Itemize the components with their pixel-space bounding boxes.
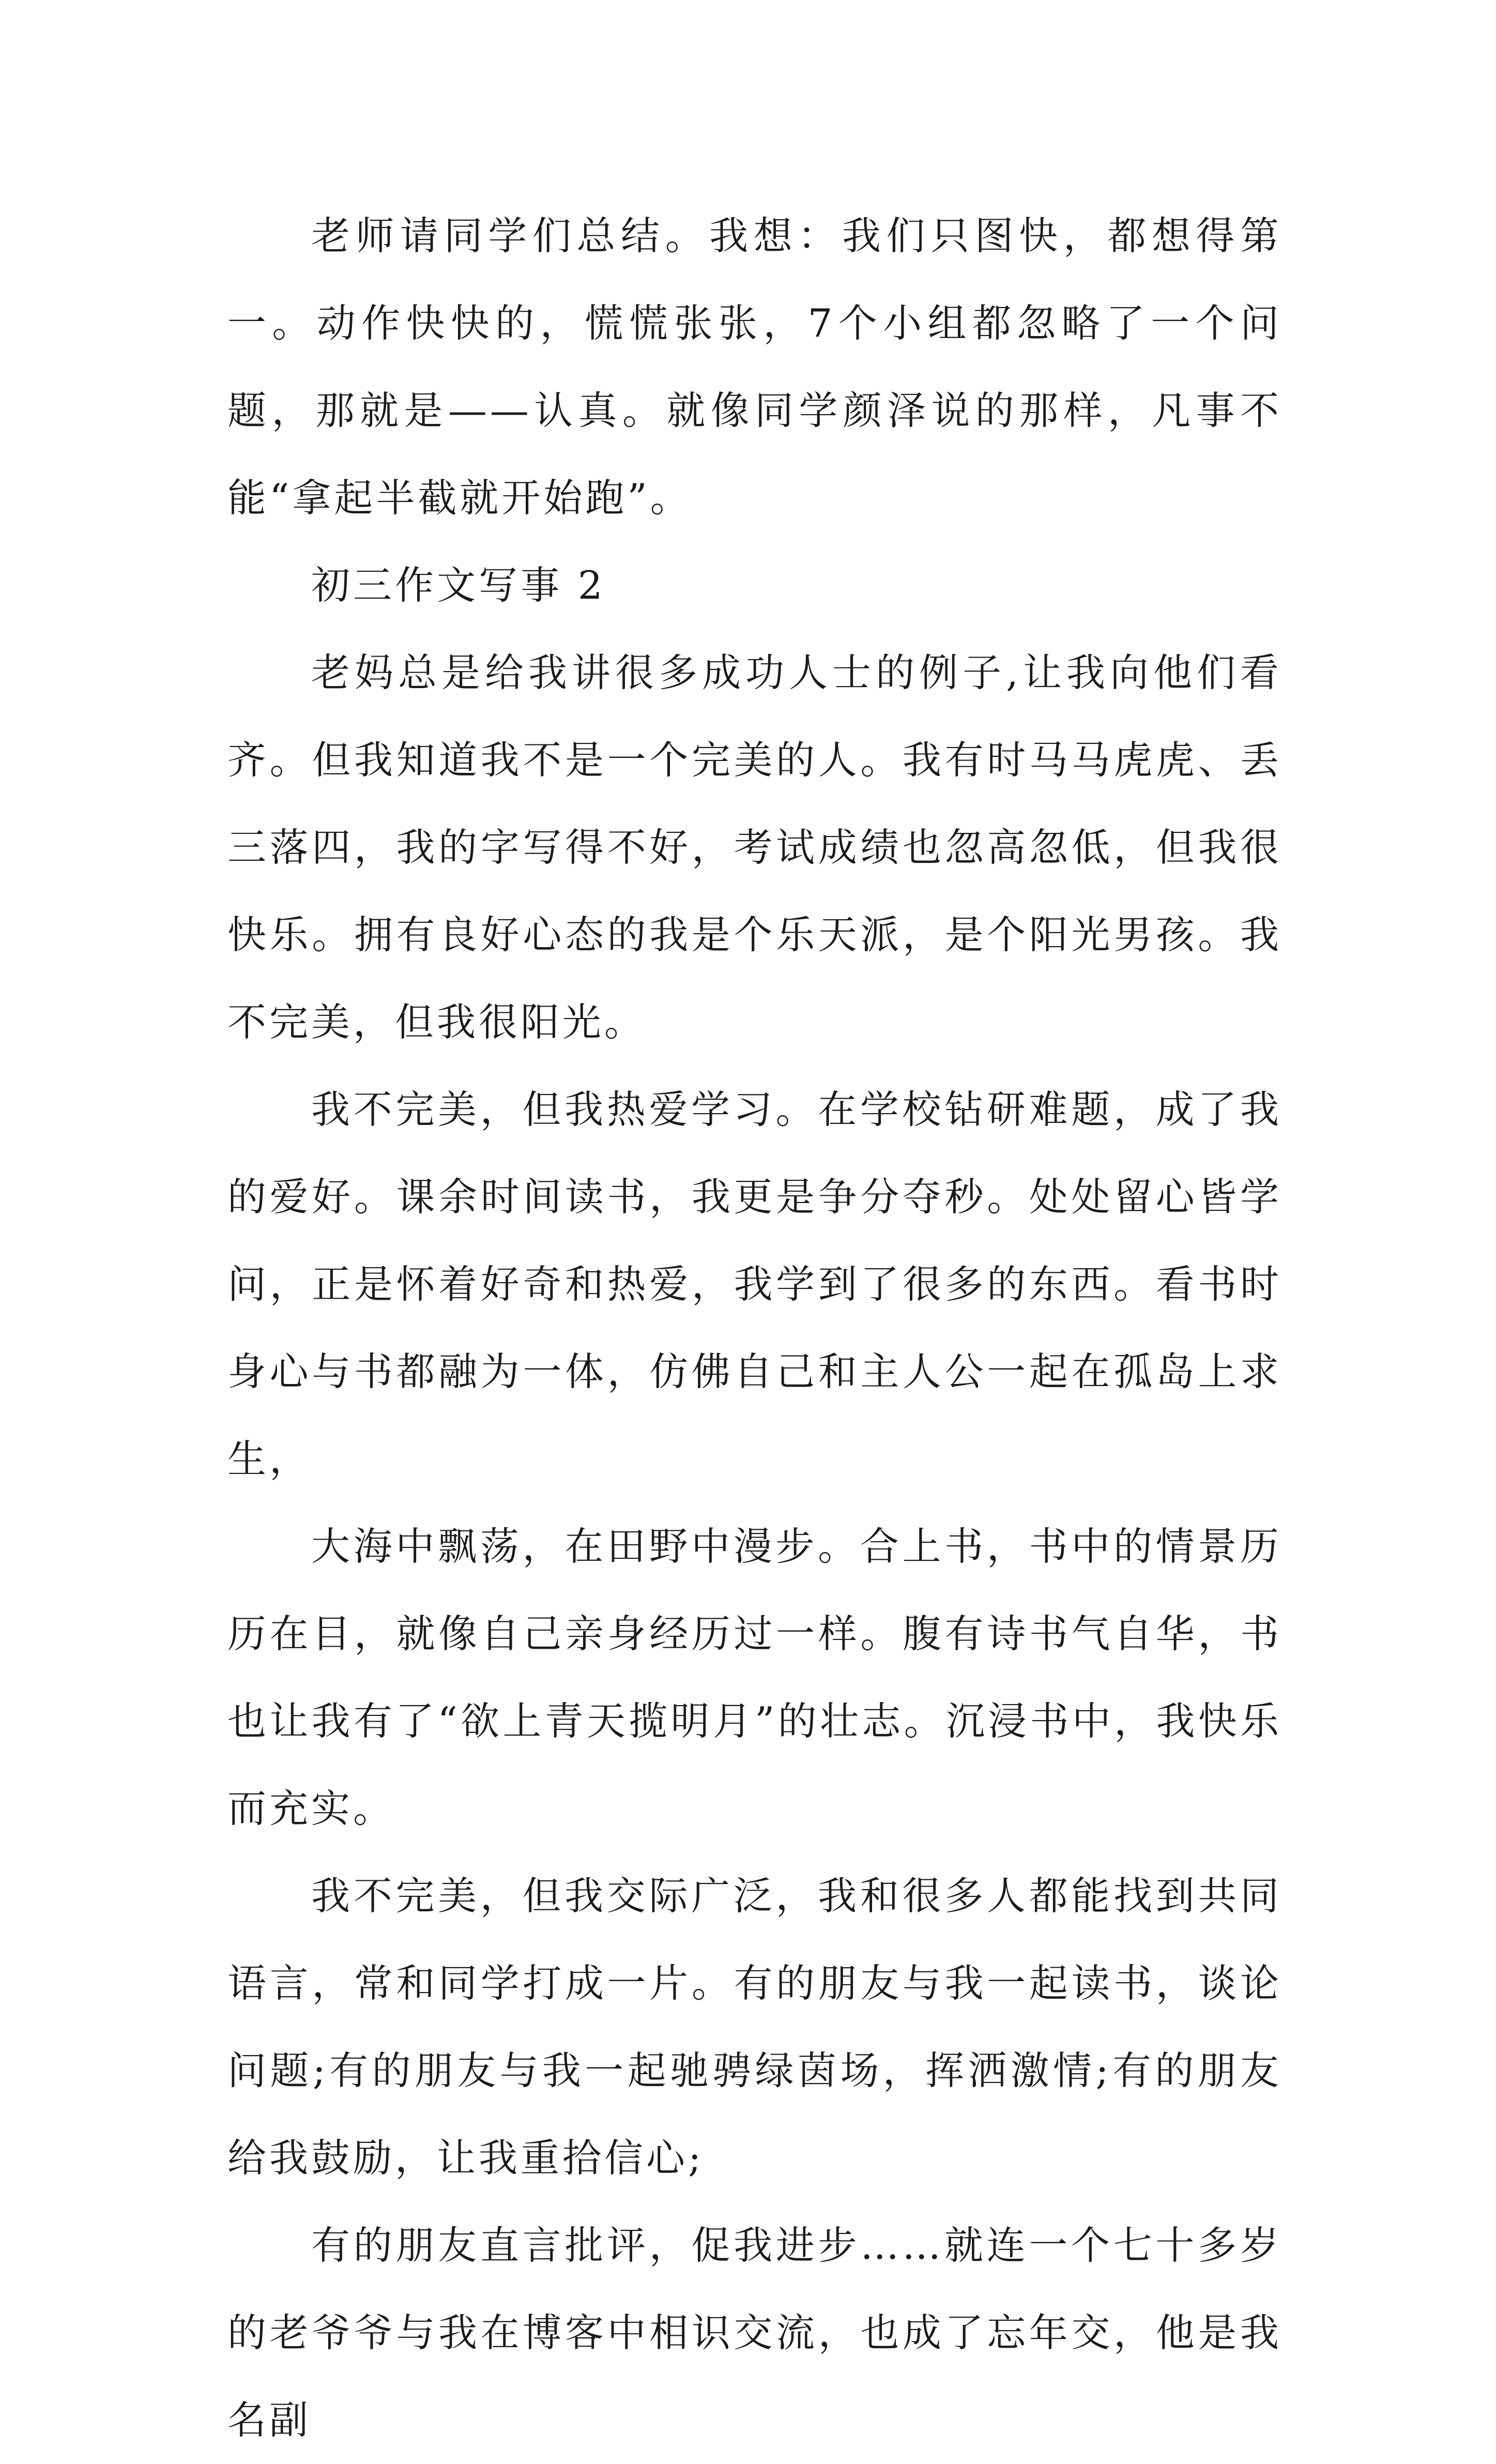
- paragraph-study: 我不完美，但我热爱学习。在学校钻研难题，成了我的爱好。课余时间读书，我更是争分夺秒。处处留心皆学问，正是怀着好奇和热爱，我学到了很多的东西。看书时身心与书都融为一体，仿佛自己和主人公一起在孤岛上求生，: [227, 1087, 1282, 1482]
- section-heading: 初三作文写事 2: [311, 562, 606, 608]
- paragraph-friends-cont: 有的朋友直言批评，促我进步……就连一个七十多岁的老爷爷与我在博客中相识交流，也成了忘年交，他是我名副: [227, 2223, 1282, 2443]
- paragraph-summary: 老师请同学们总结。我想：我们只图快，都想得第一。动作快快的，慌慌张张，7个小组都忽略了一个问题，那就是——认真。就像同学颜泽说的那样，凡事不能“拿起半截就开始跑”。: [227, 213, 1282, 521]
- paragraph-reading: 大海中飘荡，在田野中漫步。合上书，书中的情景历历在目，就像自己亲身经历过一样。腹有诗书气自华，书也让我有了“欲上青天揽明月”的壮志。沉浸书中，我快乐而充实。: [227, 1524, 1282, 1831]
- body-text: [227, 192, 1282, 2464]
- paragraph-friends: 我不完美，但我交际广泛，我和很多人都能找到共同语言，常和同学打成一片。有的朋友与我一起读书，谈论问题;有的朋友与我一起驰骋绿茵场，挥洒激情;有的朋友给我鼓励，让我重拾信心;: [227, 1873, 1282, 2181]
- paragraph-intro: 老妈总是给我讲很多成功人士的例子,让我向他们看齐。但我知道我不是一个完美的人。我有时马马虎虎、丢三落四，我的字写得不好，考试成绩也忽高忽低，但我很快乐。拥有良好心态的我是个乐天派，是个阳光男孩。我不完美，但我很阳光。: [227, 650, 1282, 1045]
